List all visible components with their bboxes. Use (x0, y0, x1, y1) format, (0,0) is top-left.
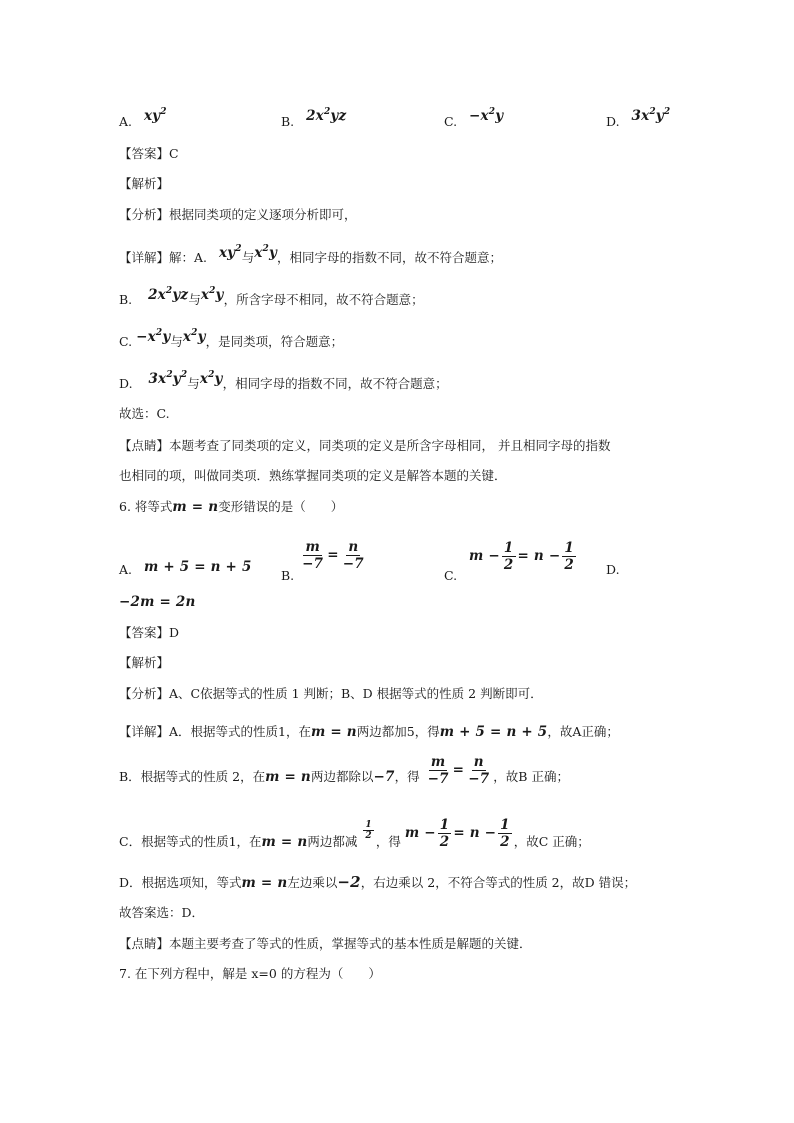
math-expr: m = n (261, 834, 308, 850)
text: 与 (241, 250, 255, 265)
q6-dianjing: 【点睛】本题主要考查了等式的性质，掌握等式的基本性质是解题的关键． (119, 936, 532, 951)
option-label: B. (281, 114, 295, 129)
math-expr: $x^2y$ (199, 370, 223, 387)
math-expr: m + 5 = n + 5 (439, 724, 548, 740)
q5-dianjing-1: 【点睛】本题考查了同类项的定义，同类项的定义是所含字母相同， 并且相同字母的指数 (119, 438, 611, 453)
text: 与 (188, 292, 201, 307)
text: 变形错误的是（ ） (218, 499, 344, 514)
q6-analysis-heading: 【解析】 (119, 655, 170, 670)
math-expr: $\frac{m}{-7}$ = $\frac{n}{-7}$ (302, 539, 364, 572)
math-expr: m = n (265, 769, 311, 785)
math-expr: $\frac{m}{-7}$ = $\frac{n}{-7}$ (427, 753, 490, 787)
q5-fenxi: 【分析】根据同类项的定义逐项分析即可， (119, 207, 357, 222)
text: ，故A正确； (547, 724, 619, 739)
q5-option-d (606, 107, 671, 132)
text: ，相同字母的指数不同，故不符合题意； (276, 250, 502, 265)
math-expr: m = n (310, 724, 357, 740)
q6-fenxi: 【分析】A、C依据等式的性质 1 判断；B、D 根据等式的性质 2 判断即可． (119, 686, 543, 701)
text: ，故B 正确； (493, 769, 569, 784)
math-expr: −7 (373, 769, 395, 785)
option-label: C. (444, 568, 458, 583)
math-expr: $x^2y$ (182, 328, 206, 345)
text: 两边都减 (307, 834, 358, 849)
math-expr: m + 5 = n + 5 (143, 559, 252, 575)
q5-option-b (281, 107, 347, 132)
math-expr: $-x^2y$ (469, 107, 504, 124)
math-expr: $3x^2y^2$ (631, 107, 671, 124)
text: ，所含字母不相同，故不符合题意； (223, 292, 424, 307)
math-expr: m = n (172, 499, 219, 515)
text: 与 (187, 376, 200, 391)
q6-option-d-label: D. (606, 562, 620, 577)
q6-answer: 【答案】D (119, 625, 180, 640)
q6-xiangjie-b (119, 753, 569, 795)
option-label: D. (606, 114, 620, 129)
math-expr: $xy^2$ (143, 107, 167, 124)
text: 6. 将等式 (119, 499, 173, 514)
text: ，得 (394, 769, 420, 784)
option-label: A. (119, 562, 133, 577)
text: B. (119, 292, 133, 307)
q5-analysis-heading: 【解析】 (119, 176, 170, 191)
text: 【详解】A．根据等式的性质1，在 (119, 724, 311, 739)
q6-xiangjie-d (119, 872, 636, 893)
option-label: B. (281, 568, 295, 583)
math-expr: $3x^2y^2$ (148, 370, 188, 387)
text: 与 (170, 334, 183, 349)
option-label: C. (444, 114, 458, 129)
math-expr: m − $\frac{1}{2}$ = n − $\frac{1}{2}$ (469, 540, 574, 573)
q5-dianjing-2: 也相同的项，叫做同类项．熟练掌握同类项的定义是解答本题的关键． (119, 468, 507, 483)
option-label: A. (119, 114, 133, 129)
q7-stem: 7. 在下列方程中，解是 x=0 的方程为（ ） (119, 966, 381, 981)
q5-xiangjie-a (119, 244, 502, 268)
fraction-half: $\frac{1}{2}$ (365, 820, 372, 841)
q6-option-d-expr (119, 592, 196, 612)
text: ，故C 正确； (513, 834, 590, 849)
q5-option-c (444, 107, 504, 132)
text: ，是同类项，符合题意； (205, 334, 344, 349)
text: ，右边乘以 2，不符合等式的性质 2，故D 错误； (360, 875, 637, 890)
q6-option-a (119, 560, 252, 580)
text: 两边都除以 (310, 769, 374, 784)
math-expr: $x^2y$ (254, 244, 277, 261)
math-expr: m = n (241, 875, 288, 891)
math-expr: $-x^2y$ (136, 328, 171, 345)
text: 两边都加5，得 (356, 724, 440, 739)
text: ，得 (375, 834, 401, 849)
q6-option-c (444, 540, 578, 583)
math-expr: $2x^2yz$ (148, 286, 189, 303)
text: 【详解】解：A. (119, 250, 208, 265)
q5-xiangjie-c (119, 328, 344, 352)
text: C．根据等式的性质1，在 (119, 834, 262, 849)
math-expr: m − $\frac{1}{2}$ = n − $\frac{1}{2}$ (404, 816, 510, 850)
math-expr: $2x^2yz$ (306, 107, 347, 124)
q5-guxuan: 故选：C. (119, 406, 170, 421)
heading-text: 解析 (131, 655, 157, 670)
text: D．根据选项知，等式 (119, 875, 242, 890)
text: B．根据等式的性质 2，在 (119, 769, 266, 784)
q5-answer: 【答案】C (119, 146, 179, 161)
q6-guxuan: 故答案选：D． (119, 905, 205, 920)
q5-xiangjie-d (119, 370, 448, 394)
q5-xiangjie-b (119, 286, 424, 310)
text: 左边乘以 (287, 875, 338, 890)
q6-option-b (281, 539, 368, 583)
text: D. (119, 376, 133, 391)
text: C. (119, 334, 133, 349)
q5-option-a (119, 107, 167, 132)
q6-xiangjie-c (119, 816, 590, 865)
text: ，相同字母的指数不同，故不符合题意； (222, 376, 448, 391)
q6-stem (119, 497, 343, 517)
q6-xiangjie-a (119, 722, 619, 742)
math-expr: $xy^2$ (218, 244, 242, 261)
math-expr: $x^2y$ (200, 286, 224, 303)
math-expr: −2m = 2n (119, 594, 196, 610)
math-expr: −2 (337, 873, 361, 891)
heading-text: 解析 (131, 176, 157, 191)
